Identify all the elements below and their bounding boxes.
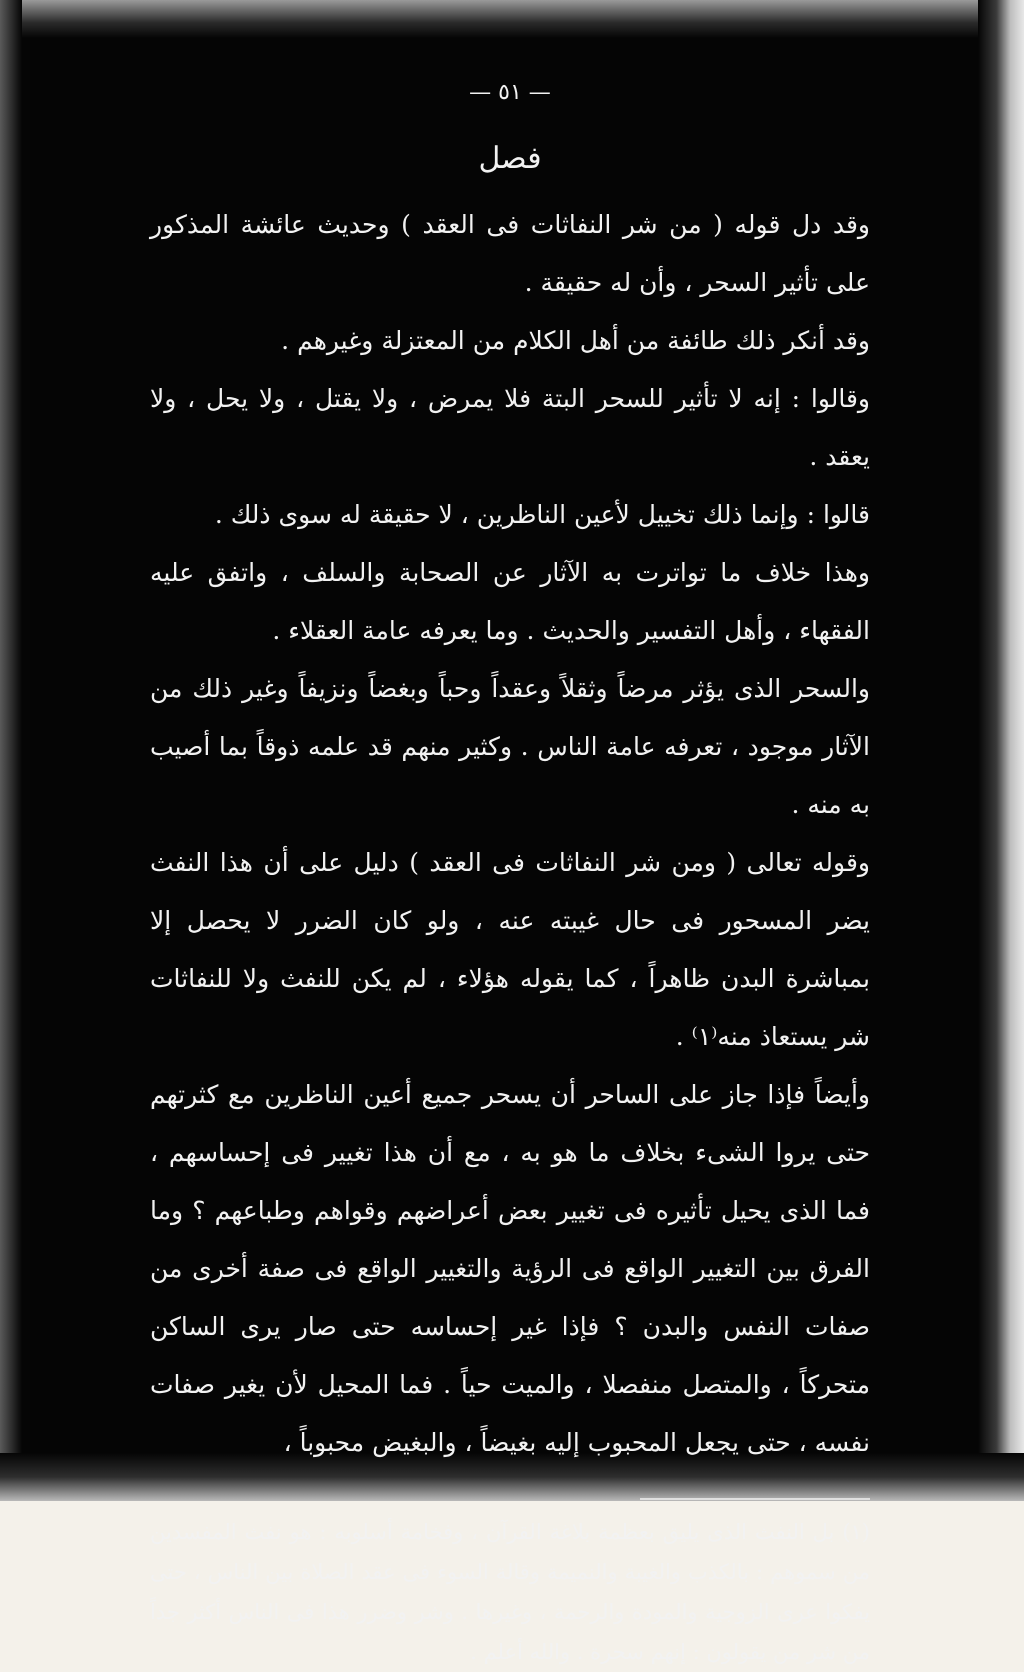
scan-edge-left xyxy=(0,0,22,1501)
paragraph: وقالوا : إنه لا تأثير للسحر البتة فلا يمرض ، ولا يقتل ، ولا يحل ، ولا يعقد . xyxy=(150,370,870,486)
footnote-divider xyxy=(640,1498,870,1500)
book-page xyxy=(150,80,870,1672)
paragraph: وقد دل قوله ( من شر النفاثات فى العقد ) وحديث عائشة المذكور على تأثير السحر ، وأن له حقيقة . xyxy=(150,196,870,312)
page-number: — ٥١ — xyxy=(150,80,870,105)
scan-edge-top xyxy=(0,0,1024,38)
paragraph: قالوا : وإنما ذلك تخييل لأعين الناظرين ، لا حقيقة له سوى ذلك . xyxy=(150,486,870,544)
scan-edge-right xyxy=(978,0,1024,1501)
paragraph: وأيضاً فإذا جاز على الساحر أن يسحر جميع أعين الناظرين مع كثرتهم حتى يروا الشىء بخلاف ما هو به ، مع أن هذا تغيير فى إحساسهم ، فما الذى يحيل تأثيره فى تغيير بعض أعراضهم وقواهم وطباعهم ؟ وما الفرق بين التغيير الواقع فى الرؤية والتغيير الواقع فى صفة أخرى من صفات النفس والبدن ؟ فإذا غير إحساسه حتى صار يرى الساكن متحركاً ، والمتصل منفصلا ، والميت حياً . فما المحيل لأن يغير صفات نفسه ، حتى يجعل المحبوب إليه بغيضاً ، والبغيض محبوباً ، xyxy=(150,1066,870,1472)
paragraph: وقوله تعالى ( ومن شر النفاثات فى العقد ) دليل على أن هذا النفث يضر المسحور فى حال غيبته عنه ، ولو كان الضرر لا يحصل إلا بمباشرة البدن ظاهراً ، كما يقوله هؤلاء ، لم يكن للنفث ولا للنفاثات شر يستعاذ منه⁽١⁾ . xyxy=(150,834,870,1066)
footnote: (١) بل النفث الذى يليق بعظمة بلاغة القرآن ، وفخامة أسلوبه : هو نفث المفسدين من سموهم : بالكذب والغيبة والنميمة وقالة السوء فى عقد الصلاة بين الناس ، حتى يفكوا عرى الزوجية والمودة والرحمة ، وغيرها . وشر وضرر هذا فى الناس أكثر جداً من شر من يقولون : إنهم سحرة . والله أعلم . xyxy=(150,1512,870,1672)
paragraph: وهذا خلاف ما تواترت به الآثار عن الصحابة والسلف ، واتفق عليه الفقهاء ، وأهل التفسير والحديث . وما يعرفه عامة العقلاء . xyxy=(150,544,870,660)
paragraph: وقد أنكر ذلك طائفة من أهل الكلام من المعتزلة وغيرهم . xyxy=(150,312,870,370)
body-text xyxy=(150,196,870,1472)
chapter-title: فصل xyxy=(150,141,870,176)
paragraph: والسحر الذى يؤثر مرضاً وثقلاً وعقداً وحباً وبغضاً ونزيفاً وغير ذلك من الآثار موجود ، تعرفه عامة الناس . وكثير منهم قد علمه ذوقاً بما أصيب به منه . xyxy=(150,660,870,834)
